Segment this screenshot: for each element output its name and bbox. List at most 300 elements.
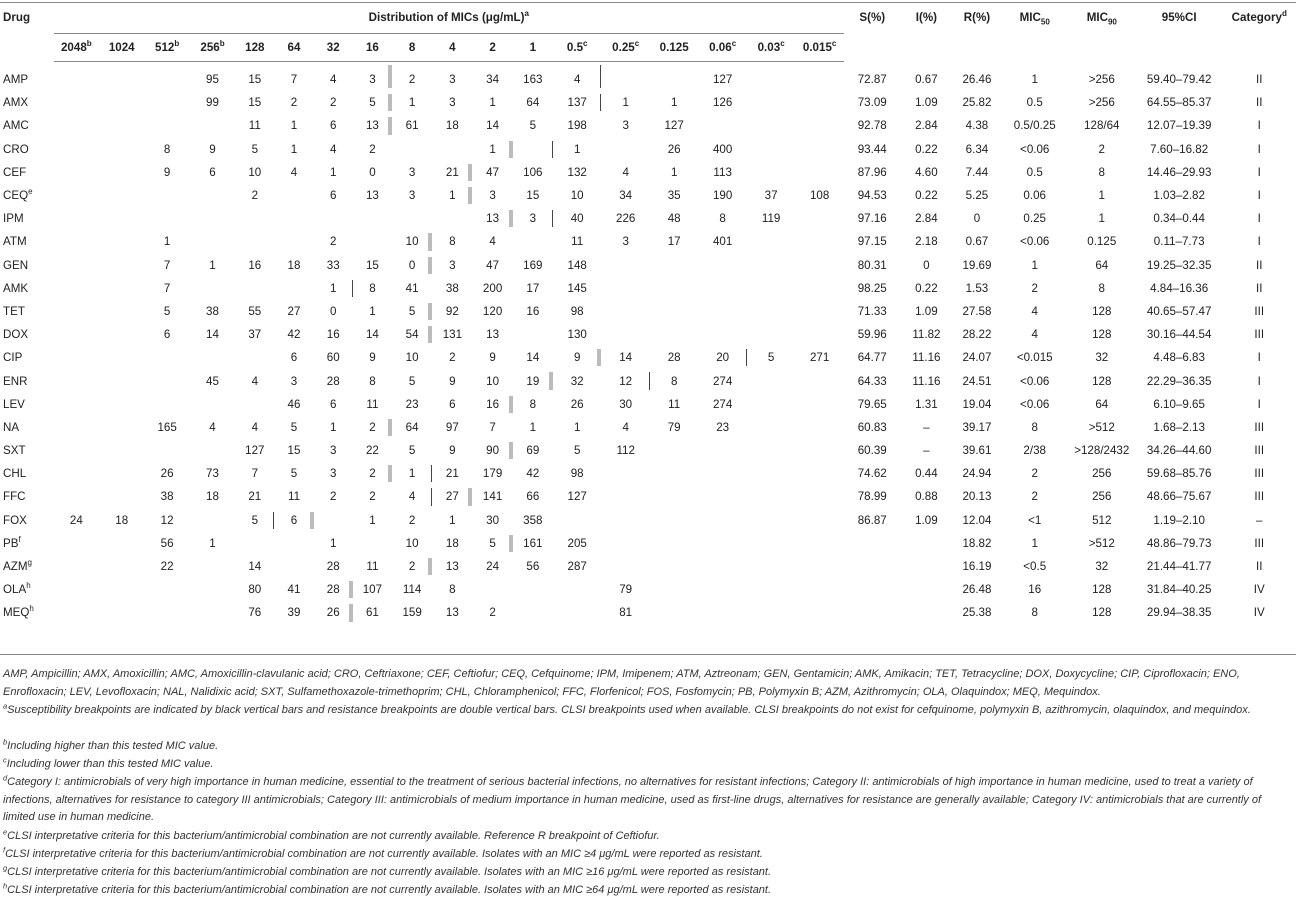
mic-count-cell — [795, 601, 843, 624]
drug-name: CRO — [3, 142, 29, 156]
mic-count-cell — [144, 393, 189, 416]
cell-i — [901, 532, 953, 555]
mic-count-cell: 1 — [573, 420, 581, 434]
mic-count-cell — [795, 161, 843, 184]
mic-count-cell: 9 — [209, 142, 216, 156]
mic-count-cell: 34 — [619, 189, 633, 203]
mic-count-cell: 2 — [353, 416, 392, 439]
mic-count-cell: 145 — [567, 281, 587, 295]
mic-count-cell: 2 — [408, 73, 416, 87]
mic-count-cell: 161 — [523, 536, 543, 550]
mic-count-cell: 9 — [449, 374, 456, 388]
mic-count-cell: 54 — [392, 323, 432, 346]
drug-name: AMC — [3, 119, 29, 133]
mic-count-cell: 42 — [526, 467, 540, 481]
mic-count-cell — [472, 578, 512, 601]
cell-s: 78.99 — [857, 490, 887, 504]
drug-name: IPM — [3, 212, 24, 226]
footnote-abbreviations: AMP, Ampicillin; AMX, Amoxicillin; AMC, Amoxicillin-clavulanic acid; CRO, Ceftriaxone; CEF, Ceftiofur; CEQ, Cefquinome; IPM, Imipenem; ATM, Aztreonam; GEN, Gentamicin; AMK, Amikacin; TET, Tetracycline; DOX, Doxycycline; CIP, Ciprofloxacin; ENO, Enrofloxacin; LEV, Levofloxacin; NAL, Nalidixic acid; SXT, Sulfamethoxazole-trimethoprim; CHL, Chloramphenicol; FFC, Florfenicol; FOS, Fosfomycin; PB, Polymyxin B; AZM, Azithromycin; OLA, Olaquindox; MEQ, Mequindox. — [3, 668, 1240, 698]
cell-r: 6.34 — [965, 142, 989, 156]
mic-count-cell — [601, 323, 649, 346]
cell-ci: 30.16–44.54 — [1146, 328, 1212, 342]
table-row — [0, 439, 1296, 462]
table-row — [0, 254, 1296, 277]
mic-count-cell: 107 — [362, 583, 383, 597]
mic-count-cell — [274, 277, 313, 300]
header-conc-1: 1024 — [99, 34, 144, 62]
mic-count-cell — [432, 138, 472, 161]
mic-count-cell: 55 — [248, 304, 262, 318]
cell-i — [901, 555, 953, 578]
mic-count-cell — [99, 91, 144, 114]
cell-mic50: 2 — [1031, 490, 1038, 504]
mic-count-cell: 7 — [290, 73, 298, 87]
cell-cat: III — [1254, 304, 1265, 318]
mic-count-cell: 1 — [392, 462, 432, 485]
cell-cat: III — [1254, 444, 1265, 458]
mic-count-cell: 271 — [809, 351, 830, 365]
mic-count-cell — [650, 439, 698, 462]
mic-count-cell — [99, 323, 144, 346]
table-row — [0, 138, 1296, 161]
mic-count-cell: 6 — [329, 397, 337, 411]
mic-count-cell: 16 — [526, 304, 540, 318]
mic-count-cell — [601, 62, 649, 92]
mic-count-cell: 1 — [369, 513, 376, 527]
cell-mic90: 256 — [1092, 490, 1112, 504]
mic-count-cell: 22 — [160, 560, 174, 574]
mic-count-cell: 8 — [369, 374, 376, 388]
mic-count-cell: 6 — [449, 397, 456, 411]
mic-count-cell: 35 — [667, 189, 681, 203]
mic-count-cell — [747, 509, 795, 532]
mic-count-cell: 2 — [369, 142, 376, 156]
cell-r: 25.82 — [962, 96, 992, 110]
mic-count-cell — [747, 300, 795, 323]
mic-count-cell — [99, 439, 144, 462]
cell-mic90: 128 — [1092, 304, 1112, 318]
mic-count-cell: 1 — [209, 536, 216, 550]
mic-count-cell: 28 — [326, 374, 340, 388]
mic-count-cell — [795, 91, 843, 114]
mic-count-cell — [795, 277, 843, 300]
header-conc-15: 0.06$^c$ — [698, 34, 746, 62]
mic-count-cell: 4 — [251, 374, 259, 388]
mic-count-cell: 3 — [329, 444, 337, 458]
mic-count-cell: 2 — [489, 606, 496, 620]
mic-count-cell — [54, 323, 99, 346]
mic-count-cell — [235, 207, 274, 230]
mic-count-cell: 6 — [290, 351, 298, 365]
cell-ci: 14.46–29.93 — [1146, 165, 1212, 179]
mic-count-cell: 1 — [163, 235, 171, 249]
mic-count-cell — [553, 509, 601, 532]
cell-mic90: 128 — [1092, 328, 1112, 342]
mic-count-cell: 2 — [329, 96, 337, 110]
mic-count-cell — [54, 300, 99, 323]
mic-count-cell: 13 — [365, 189, 379, 203]
header-conc-10: 2 — [472, 34, 512, 62]
mic-count-cell: 5 — [408, 374, 416, 388]
cell-s — [844, 578, 901, 601]
header-conc-12: 0.5$^c$ — [553, 34, 601, 62]
mic-count-cell — [190, 184, 235, 207]
drug-name: DOX — [3, 328, 29, 342]
mic-count-cell: 205 — [567, 536, 587, 550]
mic-count-cell — [650, 485, 698, 508]
mic-count-cell: 11 — [287, 490, 301, 504]
footnote-a: $^a$Susceptibility breakpoints are indicated by black vertical bars and resistance breakpoints are double vertical bars. CLSI breakpoints used when available. CLSI breakpoints do not exist for cefquinome, polymyxin B, azithromycin, olaquindox, and mequindox. — [3, 701, 1251, 716]
mic-count-cell — [54, 62, 99, 92]
mic-count-cell: 5 — [573, 444, 581, 458]
cell-mic50: <0.06 — [1020, 397, 1050, 411]
cell-i: 1.09 — [915, 96, 938, 110]
mic-count-cell — [99, 300, 144, 323]
drug-name: CIP — [3, 351, 23, 365]
cell-r: 24.51 — [962, 374, 992, 388]
mic-count-cell: 148 — [567, 258, 587, 272]
mic-count-cell: 26 — [570, 397, 584, 411]
cell-mic50: <0.06 — [1020, 235, 1050, 249]
mic-count-cell — [747, 114, 795, 137]
header-conc-14: 0.125 — [650, 34, 698, 62]
mic-count-cell — [698, 485, 746, 508]
mic-count-cell — [144, 91, 189, 114]
mic-count-cell: 69 — [526, 444, 540, 458]
cell-r: 19.04 — [962, 397, 992, 411]
mic-count-cell — [144, 439, 189, 462]
mic-count-cell — [650, 254, 698, 277]
mic-count-cell: 8 — [449, 235, 456, 249]
mic-count-cell — [99, 485, 144, 508]
mic-count-cell: 18 — [445, 119, 459, 133]
mic-count-cell: 8 — [529, 397, 537, 411]
table-row — [0, 114, 1296, 137]
table-row — [0, 230, 1296, 253]
mic-count-cell: 3 — [622, 119, 629, 133]
mic-count-cell — [698, 323, 746, 346]
mic-count-cell: 46 — [287, 397, 301, 411]
cell-cat: II — [1256, 258, 1263, 272]
mic-count-cell — [795, 114, 843, 137]
mic-count-cell — [698, 114, 746, 137]
mic-count-cell — [54, 369, 99, 392]
drug-name: OLA$^h$ — [3, 581, 31, 597]
cell-r: 39.61 — [962, 444, 992, 458]
mic-count-cell: 76 — [248, 606, 262, 620]
mic-count-cell: 1 — [369, 304, 376, 318]
mic-count-cell: 108 — [809, 189, 830, 203]
mic-count-cell — [54, 601, 99, 624]
mic-count-cell: 1 — [432, 184, 472, 207]
drug-name: TET — [3, 304, 25, 318]
mic-count-cell: 2 — [408, 513, 416, 527]
mic-distribution-table — [0, 3, 1296, 625]
mic-count-cell — [650, 62, 698, 92]
mic-count-cell: 95 — [206, 73, 219, 87]
mic-count-cell: 1 — [329, 165, 337, 179]
mic-count-cell — [650, 532, 698, 555]
drug-name: FFC — [3, 490, 26, 504]
mic-count-cell: 120 — [482, 304, 503, 318]
cell-r: 26.46 — [962, 72, 992, 86]
mic-count-cell — [54, 393, 99, 416]
table-row — [0, 532, 1296, 555]
cell-i: – — [923, 444, 930, 458]
cell-i: 1.31 — [915, 397, 938, 411]
mic-count-cell: 38 — [160, 490, 174, 504]
cell-mic90: 1 — [1098, 212, 1105, 226]
mic-count-cell: 22 — [365, 444, 379, 458]
mic-count-cell: 34 — [486, 73, 500, 87]
mic-count-cell: 2 — [369, 490, 376, 504]
table-row — [0, 300, 1296, 323]
mic-count-cell: 14 — [206, 328, 219, 342]
header-s-percent: S(%) — [859, 11, 886, 24]
cell-mic90: 0.125 — [1087, 235, 1117, 249]
mic-count-cell — [54, 254, 99, 277]
cell-s: 86.87 — [857, 513, 887, 527]
header-r-percent: R(%) — [963, 11, 991, 24]
mic-count-cell: 4 — [290, 165, 298, 179]
mic-count-cell: 163 — [523, 73, 543, 87]
mic-count-cell: 15 — [248, 96, 262, 110]
cell-cat: III — [1254, 467, 1265, 481]
mic-count-cell: 28 — [326, 560, 340, 574]
cell-r: 4.38 — [965, 119, 989, 133]
mic-count-cell: 0 — [392, 254, 432, 277]
table-row — [0, 555, 1296, 578]
cell-cat: IV — [1253, 583, 1265, 597]
cell-mic50: 0.5 — [1026, 165, 1043, 179]
mic-count-cell: 13 — [353, 114, 392, 137]
mic-count-cell — [513, 230, 553, 253]
mic-count-cell: 400 — [712, 142, 733, 156]
cell-r: 18.82 — [962, 536, 992, 550]
mic-count-cell: 20 — [698, 346, 746, 369]
mic-count-cell — [747, 138, 795, 161]
mic-count-cell — [650, 578, 698, 601]
mic-count-cell: 8 — [163, 142, 171, 156]
cell-i: 1.09 — [915, 513, 938, 527]
cell-s: 98.25 — [857, 281, 887, 295]
header-95ci: 95%CI — [1161, 11, 1197, 24]
mic-count-cell: 1 — [449, 513, 456, 527]
mic-count-cell: 17 — [526, 281, 540, 295]
cell-mic50: 0.06 — [1023, 189, 1046, 203]
mic-count-cell: 5 — [290, 420, 298, 434]
cell-mic50: 0.25 — [1023, 212, 1046, 226]
cell-ci: 21.44–41.77 — [1146, 560, 1212, 574]
mic-count-cell: 21 — [445, 467, 459, 481]
cell-ci: 48.66–75.67 — [1146, 490, 1212, 504]
cell-s — [844, 532, 901, 555]
mic-count-cell: 200 — [482, 281, 503, 295]
header-mic50: $MIC_{50}$ — [1019, 11, 1050, 27]
mic-count-cell — [54, 346, 99, 369]
mic-count-cell: 3 — [489, 189, 496, 203]
cell-ci: 6.10–9.65 — [1153, 397, 1205, 411]
cell-mic90: 128 — [1092, 583, 1112, 597]
mic-count-cell: 73 — [206, 467, 219, 481]
mic-count-cell — [314, 207, 353, 230]
cell-i — [901, 578, 953, 601]
mic-count-cell: 165 — [157, 420, 177, 434]
table-row — [0, 161, 1296, 184]
cell-mic50: 16 — [1028, 583, 1042, 597]
header-drug: Drug — [3, 11, 31, 24]
mic-count-cell — [795, 462, 843, 485]
cell-cat: I — [1257, 165, 1261, 179]
table-row — [0, 462, 1296, 485]
mic-count-cell: 11 — [248, 119, 261, 133]
drug-name: SXT — [3, 444, 26, 458]
table-row — [0, 485, 1296, 508]
mic-count-cell: 37 — [764, 189, 778, 203]
mic-count-cell — [698, 439, 746, 462]
mic-count-cell — [795, 485, 843, 508]
mic-count-cell — [190, 555, 235, 578]
header-conc-13: 0.25$^c$ — [601, 34, 649, 62]
cell-r: 25.38 — [962, 606, 992, 620]
mic-count-cell: 80 — [248, 583, 262, 597]
cell-i: 1.09 — [915, 304, 938, 318]
mic-count-cell: 7 — [163, 258, 171, 272]
cell-ci: 1.19–2.10 — [1153, 513, 1205, 527]
mic-count-cell: 98 — [570, 304, 584, 318]
mic-count-cell — [698, 555, 746, 578]
cell-cat: III — [1254, 420, 1265, 434]
mic-count-cell: 4 — [392, 485, 432, 508]
mic-count-cell — [144, 346, 189, 369]
header-conc-16: 0.03$^c$ — [747, 34, 795, 62]
drug-name: FOX — [3, 513, 27, 527]
mic-count-cell: 5 — [290, 467, 298, 481]
cell-mic50: 2 — [1031, 467, 1038, 481]
mic-count-cell — [144, 62, 189, 92]
mic-count-cell: 1 — [290, 142, 298, 156]
mic-count-cell: 8 — [449, 583, 456, 597]
mic-count-cell — [99, 254, 144, 277]
cell-s: 71.33 — [857, 304, 887, 318]
mic-count-cell: 23 — [405, 397, 419, 411]
cell-s: 97.16 — [857, 212, 887, 226]
cell-cat: I — [1257, 235, 1261, 249]
header-mic90: $MIC_{90}$ — [1086, 11, 1117, 27]
mic-count-cell — [601, 532, 649, 555]
drug-name: NA — [3, 420, 20, 434]
cell-s: 92.78 — [857, 119, 887, 133]
mic-count-cell: 15 — [287, 444, 301, 458]
cell-mic90: 64 — [1095, 397, 1109, 411]
mic-count-cell: 97 — [445, 420, 459, 434]
cell-mic90: 64 — [1095, 258, 1109, 272]
cell-r: 1.53 — [965, 281, 989, 295]
mic-count-cell: 2 — [329, 235, 337, 249]
mic-count-cell: 81 — [619, 606, 633, 620]
mic-count-cell: 127 — [567, 490, 587, 504]
cell-mic90: >512 — [1088, 536, 1115, 550]
mic-count-cell — [99, 207, 144, 230]
cell-s: 60.83 — [857, 420, 887, 434]
table-row — [0, 277, 1296, 300]
mic-count-cell: 4 — [329, 142, 337, 156]
mic-count-cell: 1 — [290, 119, 298, 133]
cell-s: 93.44 — [857, 142, 887, 156]
mic-count-cell: 6 — [329, 119, 337, 133]
mic-count-cell: 169 — [523, 258, 543, 272]
cell-cat: I — [1257, 189, 1261, 203]
cell-mic50: 8 — [1031, 606, 1038, 620]
cell-mic90: 512 — [1092, 513, 1112, 527]
mic-count-cell — [795, 416, 843, 439]
mic-count-cell — [144, 601, 189, 624]
mic-count-cell: 99 — [206, 96, 219, 110]
mic-count-cell: 41 — [405, 281, 419, 295]
drug-name: GEN — [3, 258, 29, 272]
mic-count-cell: 10 — [570, 189, 584, 203]
cell-r: 16.19 — [962, 560, 992, 574]
mic-count-cell: 9 — [553, 346, 601, 369]
cell-ci: 1.03–2.82 — [1153, 189, 1205, 203]
cell-mic50: <0.06 — [1020, 142, 1050, 156]
cell-ci: 7.60–16.82 — [1150, 142, 1209, 156]
mic-count-cell: 13 — [445, 560, 459, 574]
cell-s: 79.65 — [857, 397, 887, 411]
mic-count-cell — [795, 207, 843, 230]
mic-count-cell: 6 — [163, 328, 171, 342]
mic-count-cell: 16 — [248, 258, 262, 272]
cell-cat: III — [1254, 490, 1265, 504]
mic-count-cell: 23 — [716, 420, 730, 434]
mic-count-cell: 119 — [761, 212, 781, 226]
mic-count-cell: 10 — [486, 374, 500, 388]
mic-count-cell — [54, 485, 99, 508]
mic-count-cell: 48 — [667, 212, 681, 226]
mic-count-cell — [99, 416, 144, 439]
mic-count-cell — [99, 184, 144, 207]
mic-count-cell: 7 — [489, 420, 496, 434]
mic-count-cell — [747, 369, 795, 392]
cell-i: 0.22 — [915, 189, 938, 203]
mic-count-cell: 9 — [449, 444, 456, 458]
cell-s: 97.15 — [857, 235, 887, 249]
cell-ci: 31.84–40.25 — [1146, 583, 1212, 597]
drug-name: AMK — [3, 281, 29, 295]
mic-count-cell — [513, 323, 553, 346]
mic-count-cell: 2 — [392, 555, 432, 578]
table-row — [0, 62, 1296, 92]
cell-s: 60.39 — [857, 444, 887, 458]
mic-count-cell — [274, 532, 313, 555]
mic-count-cell: 1 — [573, 142, 581, 156]
drug-name: CEF — [3, 165, 27, 179]
cell-mic90: 8 — [1098, 165, 1105, 179]
mic-count-cell — [54, 184, 99, 207]
mic-count-cell: 6 — [329, 189, 337, 203]
mic-count-cell: 1 — [314, 277, 353, 300]
mic-count-cell: 4 — [553, 62, 601, 92]
mic-count-cell: 132 — [567, 165, 587, 179]
cell-ci: 4.84–16.36 — [1150, 281, 1209, 295]
mic-count-cell: 18 — [445, 536, 459, 550]
mic-count-cell — [650, 509, 698, 532]
mic-count-cell: 131 — [442, 328, 463, 342]
mic-count-cell: 1 — [622, 96, 629, 110]
header-conc-5: 64 — [274, 34, 313, 62]
mic-count-cell: 98 — [570, 467, 584, 481]
drug-name: LEV — [3, 397, 25, 411]
